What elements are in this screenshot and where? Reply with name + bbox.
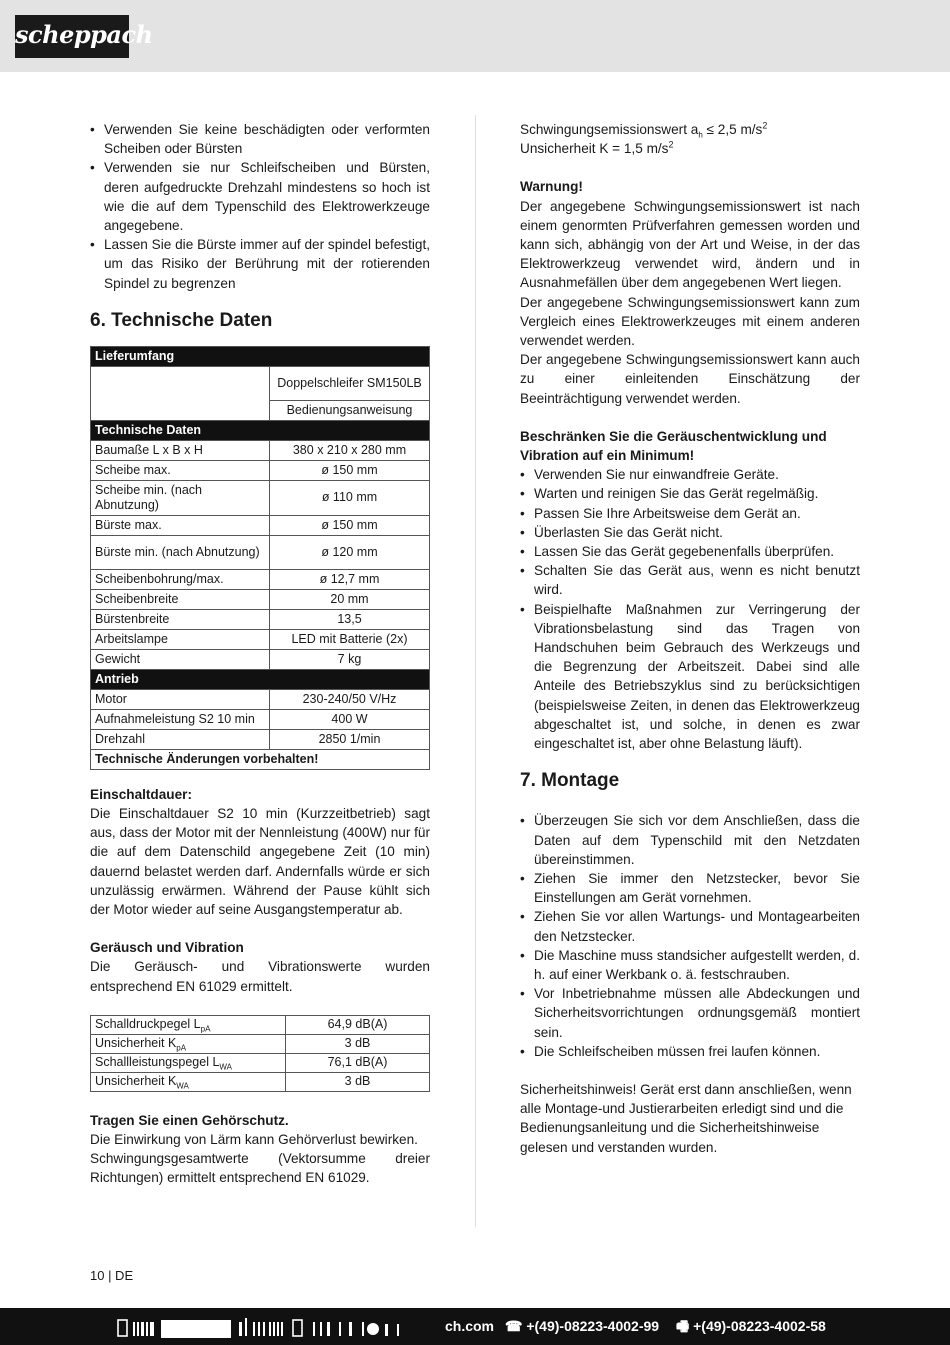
table-row [91,709,430,729]
table-cell-label: Gewicht [91,649,270,669]
list-item: • Verwenden Sie nur einwandfreie Geräte. [520,465,860,484]
table-cell-label: Drehzahl [91,729,270,749]
table-row [91,1053,430,1072]
table-cell-value: 2850 1/min [270,729,430,749]
duty-cycle-title: Einschaltdauer: [90,786,192,802]
table-footer-note: Technische Änderungen vorbehalten! [91,749,430,769]
table-section-header: Lieferumfang [91,346,430,366]
table-cell-label: Schalldruckpegel $L_{pA}$ [91,1015,286,1034]
duty-cycle-text: Die Einschaltdauer S2 10 min (Kurzzeitbetrieb) sagt aus, dass der Motor mit der Nennleistung (400W) nur für die auf dem Datenschild angegebene Zeit (10 min) dauernd belastet werden darf. Andernfalls würde er sich unzulässig erwärmen. Während der Pause kühlt sich der Motor wieder auf seine Ausgangstemperatur ab. [90,806,430,918]
hearing-protection-title: Tragen Sie einen Gehörschutz. [90,1112,289,1128]
warning-paragraph: Der angegebene Schwingungsemissionswert kann auch zu einer einleitenden Einschätzung der Beeinträchtigung verwendet werden. [520,352,860,406]
technical-data-table [90,346,430,770]
table-cell-value: 3 dB [286,1034,430,1053]
table-cell-value: ø 110 mm [270,480,430,515]
vibration-total-text: Schwingungsgesamtwerte (Vektorsumme dreier Richtungen) ermittelt entsprechend EN 61029. [90,1151,430,1186]
list-item: • Lassen Sie die Bürste immer auf der spindel befestigt, um das Risiko der Berührung mit der rotierenden Spindel zu begrenzen [90,235,430,293]
logo-text: scheppach [15,20,153,49]
table-cell-label: Motor [91,689,270,709]
list-item: • Ziehen Sie vor allen Wartungs- und Montagearbeiten den Netzstecker. [520,907,860,945]
table-cell-value: LED mit Batterie (2x) [270,629,430,649]
table-cell-label: Bürste max. [91,515,270,535]
table-row [91,1034,430,1053]
list-item: • Überzeugen Sie sich vor dem Anschließen, dass die Daten auf dem Typenschild mit den Netzdaten übereinstimmen. [520,811,860,869]
table-row [91,515,430,535]
table-row [91,729,430,749]
table-row [91,689,430,709]
footer-fax: 🖷 +(49)-08223-4002-58 [676,1318,826,1334]
table-row [91,649,430,669]
table-row [91,440,430,460]
table-row [91,366,430,400]
list-item: • Lassen Sie das Gerät gegebenenfalls überprüfen. [520,542,860,561]
table-cell-value: 20 mm [270,589,430,609]
warning-paragraph: Der angegebene Schwingungsemissionswert kann zum Vergleich eines Elektrowerkzeuges mit einem anderen verwendet werden. [520,294,860,349]
table-cell-label: Bürste min. (nach Abnutzung) [91,535,270,569]
scheppach-logo [15,15,153,58]
left-column [90,120,430,1188]
table-cell-value: Doppelschleifer SM150LB [270,366,430,400]
phone-icon: ☎ [505,1318,523,1334]
table-row [91,1072,430,1091]
table-row [91,535,430,569]
warning-title: Warnung! [520,179,583,195]
table-row [91,609,430,629]
noise-values-table [90,1015,430,1092]
table-cell-label: Baumaße L x B x H [91,440,270,460]
table-cell-label: Arbeitslampe [91,629,270,649]
list-item: • Beispielhafte Maßnahmen zur Verringerung der Vibrationsbelastung sind das Tragen von Handschuhen beim Gebrauch des Werkzeugs und die Begrenzung der Arbeitszeit. Dabei sind alle Anteile des Betriebszyklus sind zu berücksichtigen (beispielsweise Zeiten, in denen das Elektrowerkzeug abgeschaltet ist, und solche, in denen es zwar eingeschaltet ist, aber ohne Belastung läuft). [520,600,860,754]
table-row [91,460,430,480]
page-header [0,0,950,72]
column-divider [475,115,476,1227]
noise-vibration-title: Geräusch und Vibration [90,940,244,956]
table-row [91,569,430,589]
list-item: • Verwenden sie nur Schleifscheiben und Bürsten, deren aufgedruckte Drehzahl mindestens so hoch ist wie die auf dem Typenschild des Elektrowerkzeuge angegebene. [90,158,430,235]
fax-icon: 🖷 [676,1318,690,1334]
list-item: • Schalten Sie das Gerät aus, wenn es nicht benutzt wird. [520,561,860,599]
page-footer [0,1308,950,1345]
safety-note: Sicherheitshinweis! Gerät erst dann anschließen, wenn alle Montage-und Justierarbeiten erledigt sind und die Bedienungsanleitung und die Sicherheitshinweise gelesen und verstanden wurden. [520,1081,852,1155]
table-cell-label: Scheibe max. [91,460,270,480]
table-cell-label: Schallleistungspegel $L_{WA}$ [91,1053,286,1072]
table-cell-value: 13,5 [270,609,430,629]
table-cell-value: 7 kg [270,649,430,669]
page-number: 10 | DE [90,1268,134,1283]
table-cell-label: Scheibe min. (nach Abnutzung) [91,480,270,515]
vibration-uncertainty-value: Unsicherheit K = 1,5 $m/s^2$ [520,139,674,157]
list-item: • Verwenden Sie keine beschädigten oder verformten Scheiben oder Bürsten [90,120,430,158]
table-cell-value: 230-240/50 V/Hz [270,689,430,709]
list-item: • Die Maschine muss standsicher aufgestellt werden, d. h. auf einer Werkbank o. ä. festschrauben. [520,946,860,984]
table-cell-label: Bürstenbreite [91,609,270,629]
table-cell-value: ø 150 mm [270,460,430,480]
table-cell-label: Scheibenbreite [91,589,270,609]
list-item: • Vor Inbetriebnahme müssen alle Abdeckungen und Sicherheitsvorrichtungen ordnungsgemäß montiert sein. [520,984,860,1042]
right-column [520,120,860,1157]
table-cell-value: Bedienungsanweisung [270,400,430,420]
footer-website: ch.com [444,1318,494,1334]
table-cell-value: 64,9 dB(A) [286,1015,430,1034]
limit-noise-title: Beschränken Sie die Geräuschentwicklung und Vibration auf ein Minimum! [520,428,827,464]
table-cell-value: ø 12,7 mm [270,569,430,589]
list-item: • Überlasten Sie das Gerät nicht. [520,523,860,542]
table-cell-label: Unsicherheit $K_{pA}$ [91,1034,286,1053]
table-cell-value: 400 W [270,709,430,729]
table-row [91,589,430,609]
table-cell-value: 76,1 dB(A) [286,1053,430,1072]
vibration-emission-value: Schwingungsemissionswert $a_h \le 2,5$ $m/s^2$ [520,120,768,140]
table-row [91,1015,430,1034]
list-item: • Passen Sie Ihre Arbeitsweise dem Gerät an. [520,504,860,523]
table-cell-value: ø 150 mm [270,515,430,535]
section-title-montage: 7. Montage [520,770,620,792]
safety-bullet-list [90,120,430,293]
hearing-protection-text: Die Einwirkung von Lärm kann Gehörverlust bewirken. [90,1132,418,1148]
table-cell-value: 380 x 210 x 280 mm [270,440,430,460]
table-section-header: Technische Daten [91,420,430,440]
montage-bullet-list [520,811,860,1061]
table-section-header: Antrieb [91,669,430,689]
footer-phone: ☎ +(49)-08223-4002-99 [505,1318,660,1334]
table-cell-label: Aufnahmeleistung S2 10 min [91,709,270,729]
section-title-technische-daten: 6. Technische Daten [90,309,273,331]
table-row [91,629,430,649]
list-item: • Ziehen Sie immer den Netzstecker, bevor Sie Einstellungen am Gerät vornehmen. [520,869,860,907]
table-cell-label: Scheibenbohrung/max. [91,569,270,589]
warning-paragraph: Der angegebene Schwingungsemissionswert ist nach einem genormten Prüfverfahren gemessen worden und kann sich, abhängig von der Art und Weise, in der das Elektrowerkzeug verwendet wird, ändern und in Ausnahmefällen über dem angegebenen Wert liegen. [520,198,860,291]
table-cell-value: ø 120 mm [270,535,430,569]
list-item: • Warten und reinigen Sie das Gerät regelmäßig. [520,484,860,503]
table-cell-label: Unsicherheit $K_{WA}$ [91,1072,286,1091]
table-cell-value: 3 dB [286,1072,430,1091]
limit-noise-bullet-list [520,465,860,753]
list-item: • Die Schleifscheiben müssen frei laufen können. [520,1042,860,1061]
noise-vibration-text: Die Geräusch- und Vibrationswerte wurden entsprechend EN 61029 ermittelt. [90,959,430,994]
table-row [91,480,430,515]
